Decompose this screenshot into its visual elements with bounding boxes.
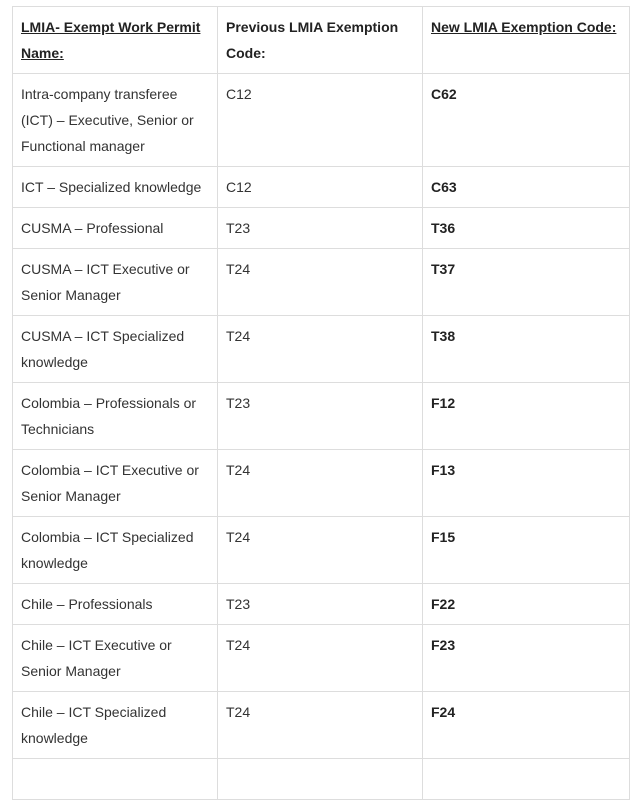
cell-new-code: C63 (423, 167, 630, 208)
cell-previous-code: C12 (218, 74, 423, 167)
cell-new-code: F22 (423, 584, 630, 625)
cell-permit-name: Intra-company transferee (ICT) – Executive, Senior or Functional manager (13, 74, 218, 167)
table-row (13, 584, 630, 625)
header-permit-name (13, 7, 218, 74)
header-new-code (423, 7, 630, 74)
header-permit-name-text: LMIA- Exempt Work Permit Name: (21, 19, 201, 61)
cell-empty (218, 759, 423, 800)
cell-permit-name: CUSMA – ICT Executive or Senior Manager (13, 249, 218, 316)
lmia-code-table-container (12, 6, 629, 800)
header-previous-code: Previous LMIA Exemption Code: (218, 7, 423, 74)
cell-permit-name: Colombia – ICT Executive or Senior Manager (13, 450, 218, 517)
table-row (13, 450, 630, 517)
lmia-code-table (12, 6, 630, 800)
cell-empty (423, 759, 630, 800)
cell-new-code: F23 (423, 625, 630, 692)
cell-new-code: T37 (423, 249, 630, 316)
table-row (13, 692, 630, 759)
cell-permit-name: Chile – ICT Executive or Senior Manager (13, 625, 218, 692)
cell-previous-code: T24 (218, 316, 423, 383)
cell-permit-name: ICT – Specialized knowledge (13, 167, 218, 208)
table-row (13, 167, 630, 208)
cell-permit-name: CUSMA – Professional (13, 208, 218, 249)
cell-permit-name: Chile – ICT Specialized knowledge (13, 692, 218, 759)
cell-new-code: C62 (423, 74, 630, 167)
cell-previous-code: T23 (218, 208, 423, 249)
cell-previous-code: T24 (218, 625, 423, 692)
cell-permit-name: CUSMA – ICT Specialized knowledge (13, 316, 218, 383)
cell-permit-name: Chile – Professionals (13, 584, 218, 625)
cell-previous-code: T23 (218, 383, 423, 450)
cell-new-code: F12 (423, 383, 630, 450)
cell-new-code: F15 (423, 517, 630, 584)
cell-permit-name: Colombia – ICT Specialized knowledge (13, 517, 218, 584)
cell-new-code: F24 (423, 692, 630, 759)
table-row (13, 517, 630, 584)
cell-previous-code: T23 (218, 584, 423, 625)
cell-empty (13, 759, 218, 800)
table-row (13, 383, 630, 450)
table-row (13, 249, 630, 316)
cell-previous-code: T24 (218, 249, 423, 316)
cell-permit-name: Colombia – Professionals or Technicians (13, 383, 218, 450)
cell-new-code: T38 (423, 316, 630, 383)
cell-previous-code: T24 (218, 450, 423, 517)
table-row (13, 74, 630, 167)
cell-new-code: T36 (423, 208, 630, 249)
cell-previous-code: T24 (218, 517, 423, 584)
table-row (13, 625, 630, 692)
table-row (13, 208, 630, 249)
table-header-row (13, 7, 630, 74)
table-row-partial (13, 759, 630, 800)
cell-previous-code: C12 (218, 167, 423, 208)
cell-new-code: F13 (423, 450, 630, 517)
cell-previous-code: T24 (218, 692, 423, 759)
header-new-code-text: New LMIA Exemption Code: (431, 19, 617, 35)
table-row (13, 316, 630, 383)
